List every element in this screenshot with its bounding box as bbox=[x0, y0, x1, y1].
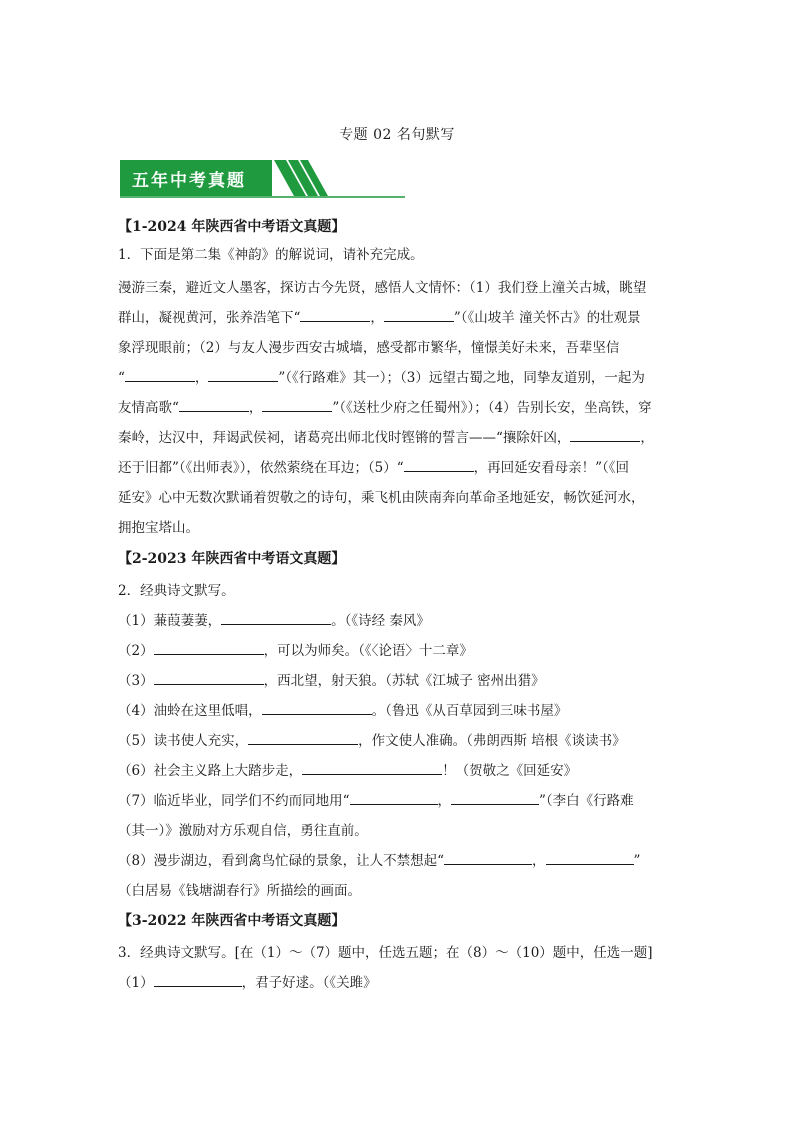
answer-blank[interactable] bbox=[154, 640, 264, 655]
answer-blank[interactable] bbox=[384, 307, 454, 322]
section-banner bbox=[120, 160, 405, 200]
section-header: 【1-2024 年陕西省中考语文真题】 bbox=[118, 219, 346, 235]
paragraph-line: 拥抱宝塔山。 bbox=[118, 520, 199, 536]
banner-label: 五年中考真题 bbox=[132, 171, 246, 191]
answer-blank[interactable] bbox=[451, 790, 539, 805]
answer-blank[interactable] bbox=[154, 972, 242, 987]
question-intro: 2．经典诗文默写。 bbox=[118, 583, 235, 599]
answer-blank[interactable] bbox=[444, 850, 532, 865]
answer-blank[interactable] bbox=[179, 397, 249, 412]
answer-blank[interactable] bbox=[262, 700, 372, 715]
paragraph-line: 秦岭，达汉中，拜谒武侯祠，诸葛亮出师北伐时铿锵的誓言——“攘除奸凶， ， bbox=[118, 423, 680, 453]
answer-blank[interactable] bbox=[221, 610, 331, 625]
section-header: 【2-2023 年陕西省中考语文真题】 bbox=[118, 551, 346, 567]
document-body bbox=[118, 213, 680, 997]
paragraph-line: “ ， ”（《行路难》其一）；（3）远望古蜀之地，同挚友道别，一起为 bbox=[118, 363, 680, 393]
paragraph-line: 还于旧都”（《出师表》），依然萦绕在耳边；（5）“ ，再回延安看母亲！”（《回 bbox=[118, 453, 680, 483]
answer-blank[interactable] bbox=[125, 367, 195, 382]
answer-blank[interactable] bbox=[262, 397, 332, 412]
page-title: 专题 02 名句默写 bbox=[339, 127, 455, 143]
list-item: （4）油蛉在这里低唱， 。（鲁迅《从百草园到三味书屋》 bbox=[118, 697, 680, 725]
list-item-continuation: （白居易《钱塘湖春行》所描绘的画面。 bbox=[118, 883, 361, 899]
answer-blank[interactable] bbox=[404, 457, 474, 472]
list-item: （8）漫步湖边，看到禽鸟忙碌的景象，让人不禁想起“ ， ” bbox=[118, 847, 680, 875]
section-header: 【3-2022 年陕西省中考语文真题】 bbox=[118, 913, 346, 929]
list-item: （1） ，君子好逑。（《关雎》 bbox=[118, 969, 680, 997]
answer-blank[interactable] bbox=[350, 790, 438, 805]
answer-blank[interactable] bbox=[570, 427, 640, 442]
answer-blank[interactable] bbox=[302, 760, 442, 775]
answer-blank[interactable] bbox=[546, 850, 634, 865]
paragraph-line: 群山，凝视黄河，张养浩笔下“ ， ”（《山坡羊 潼关怀古》的壮观景 bbox=[118, 303, 680, 333]
question-intro: 1．下面是第二集《神韵》的解说词，请补充完成。 bbox=[118, 247, 424, 263]
answer-blank[interactable] bbox=[208, 367, 278, 382]
paragraph-line: 延安》心中无数次默诵着贺敬之的诗句，乘飞机由陕南奔向革命圣地延安，畅饮延河水， bbox=[118, 490, 645, 506]
list-item: （5）读书使人充实， ，作文使人准确。（弗朗西斯 培根《谈读书》 bbox=[118, 727, 680, 755]
question-paragraph bbox=[118, 273, 680, 543]
paragraph-line: 漫游三秦，避近文人墨客，探访古今先贤，感悟人文情怀：（1）我们登上潼关古城，眺望 bbox=[118, 280, 647, 296]
list-item: （7）临近毕业，同学们不约而同地用“ ， ”（李白《行路难 bbox=[118, 787, 680, 815]
list-item: （2） ，可以为师矣。（《〈论语〉十二章》 bbox=[118, 637, 680, 665]
list-item: （1）蒹葭萋萋， 。（《诗经 秦风》 bbox=[118, 607, 680, 635]
answer-blank[interactable] bbox=[248, 730, 358, 745]
paragraph-line: 象浮现眼前；（2）与友人漫步西安古城墙，感受都市繁华，憧憬美好未来，吾辈坚信 bbox=[118, 340, 620, 356]
paragraph-line: 友情高歌“ ， ”（《送杜少府之任蜀州》）；（4）告别长安，坐高铁，穿 bbox=[118, 393, 680, 423]
list-item: （6）社会主义路上大踏步走， ！（贺敬之《回延安》 bbox=[118, 757, 680, 785]
list-item: （3） ，西北望，射天狼。（苏轼《江城子 密州出猎》 bbox=[118, 667, 680, 695]
list-item-continuation: （其一）》激励对方乐观自信，勇往直前。 bbox=[118, 823, 368, 839]
question-intro: 3．经典诗文默写。[在（1）～（7）题中，任选五题；在（8）～（10）题中，任选一题] bbox=[118, 945, 653, 961]
answer-blank[interactable] bbox=[154, 670, 264, 685]
answer-blank[interactable] bbox=[300, 307, 370, 322]
